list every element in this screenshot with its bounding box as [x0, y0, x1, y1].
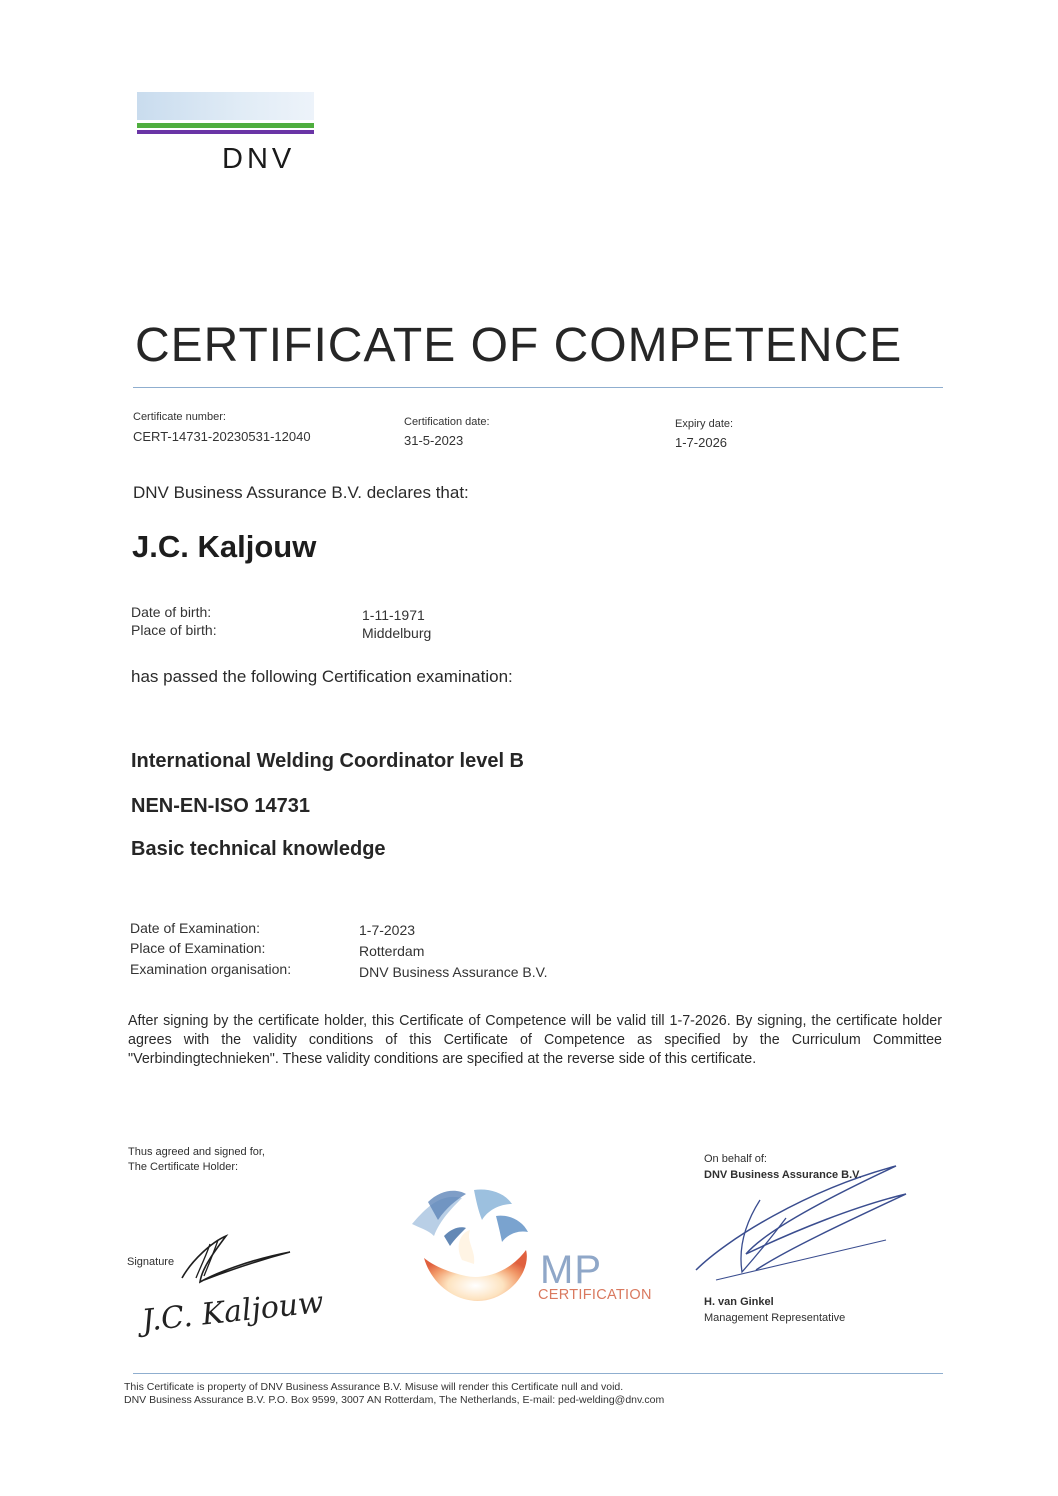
- exam-title: International Welding Coordinator level B: [131, 750, 524, 772]
- declaration-text: DNV Business Assurance B.V. declares that:: [133, 483, 469, 502]
- dnv-logo-text: DNV: [222, 143, 296, 175]
- footer-divider: [133, 1373, 943, 1374]
- title-divider: [133, 387, 943, 388]
- company-sign-line2: DNV Business Assurance B.V.: [704, 1169, 862, 1181]
- exam-standard: NEN-EN-ISO 14731: [131, 795, 310, 817]
- mp-seal-subtitle: CERTIFICATION: [538, 1287, 652, 1303]
- mp-seal-mark: MP: [540, 1248, 602, 1292]
- signatory-name: H. van Ginkel: [704, 1296, 774, 1308]
- signatory-role: Management Representative: [704, 1312, 846, 1324]
- mp-certification-seal: [404, 1180, 544, 1310]
- exam-subject: Basic technical knowledge: [131, 838, 386, 860]
- exam-org: DNV Business Assurance B.V.: [359, 964, 548, 980]
- logo-band: [137, 92, 314, 120]
- exam-date-label: Date of Examination:: [130, 920, 260, 936]
- certificate-title: CERTIFICATE OF COMPETENCE: [135, 319, 903, 372]
- exam-place-label: Place of Examination:: [130, 940, 266, 956]
- holder-sign-line2: The Certificate Holder:: [128, 1161, 239, 1173]
- dob-label: Date of birth:: [131, 604, 212, 620]
- cert-number: CERT-14731-20230531-12040: [133, 429, 311, 444]
- expiry-date: 1-7-2026: [675, 435, 728, 450]
- exam-date: 1-7-2023: [359, 922, 416, 938]
- pob-label: Place of birth:: [131, 622, 217, 638]
- footer-line1: This Certificate is property of DNV Business Assurance B.V. Misuse will render this Certificate null and void.: [124, 1381, 624, 1393]
- holder-sign-line1: Thus agreed and signed for,: [128, 1146, 265, 1158]
- company-sign-line1: On behalf of:: [704, 1153, 767, 1165]
- exam-place: Rotterdam: [359, 943, 425, 959]
- logo-green-stripe: [137, 123, 314, 128]
- cert-number-label: Certificate number:: [133, 411, 226, 423]
- pob-value: Middelburg: [362, 625, 432, 641]
- dob-value: 1-11-1971: [362, 607, 425, 623]
- cert-date-label: Certification date:: [404, 416, 490, 428]
- expiry-date-label: Expiry date:: [675, 418, 734, 430]
- holder-name: J.C. Kaljouw: [132, 529, 317, 564]
- cert-date: 31-5-2023: [404, 433, 464, 448]
- passed-text: has passed the following Certification examination:: [131, 667, 513, 686]
- holder-handwritten-name: J.C. Kaljouw: [140, 1284, 326, 1339]
- exam-org-label: Examination organisation:: [130, 961, 292, 977]
- validity-conditions: After signing by the certificate holder, this Certificate of Competence will be valid till 1-7-2026. By signing, the certificate holder agrees with the validity conditions of this Certificate of Competence as specified by the Curriculum Committee "Verbindingtechnieken". These validity conditions are specified at the reverse side of this certificate.: [128, 1013, 942, 1067]
- logo-purple-stripe: [137, 130, 314, 134]
- company-signature-graphic: [686, 1160, 916, 1290]
- signature-label: Signature: [127, 1256, 175, 1268]
- footer-line2: DNV Business Assurance B.V. P.O. Box 9599, 3007 AN Rotterdam, The Netherlands, E-mail: ped-welding@dnv.com: [124, 1394, 665, 1406]
